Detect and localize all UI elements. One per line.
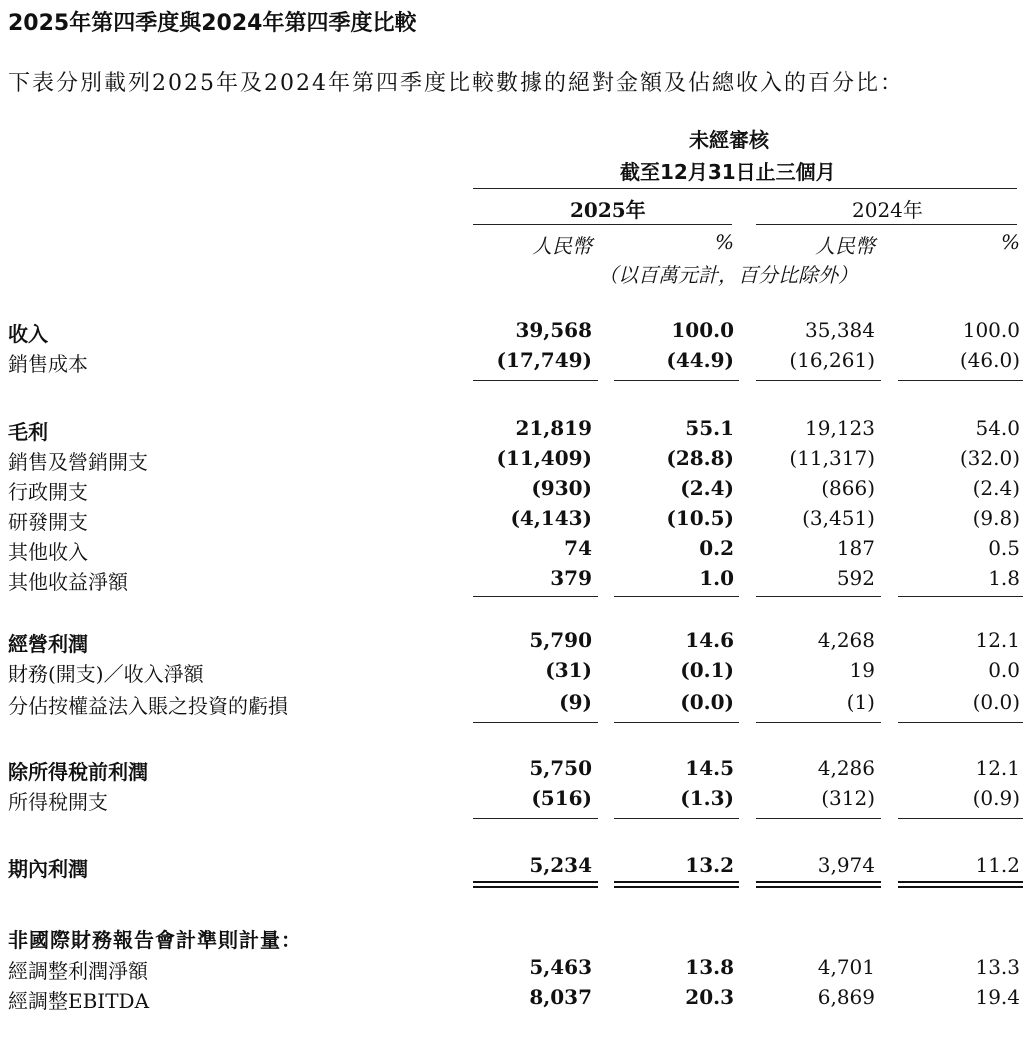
cell-v1: 39,568: [515, 318, 592, 342]
year-2025-rule: [473, 224, 732, 225]
cell-p1: (2.4): [680, 476, 734, 500]
cell-v1: (930): [531, 476, 592, 500]
row-label: 其他收益淨額: [8, 570, 128, 594]
non-ifrs-cell-v2: 4,701: [817, 955, 875, 979]
cell-p2: (0.0): [972, 690, 1020, 714]
row-label: 其他收入: [8, 540, 88, 564]
non-ifrs-cell-p2: 13.3: [975, 955, 1020, 979]
cell-p1: (28.8): [666, 446, 734, 470]
non-ifrs-cell-v2: 6,869: [817, 985, 875, 1009]
cell-p1: (1.3): [680, 786, 734, 810]
cell-v2: (16,261): [789, 348, 875, 372]
header-rule: [473, 188, 1017, 189]
intro-text: 下表分別載列2025年及2024年第四季度比較數據的絕對金額及佔總收入的百分比：: [8, 71, 904, 96]
non-ifrs-cell-p2: 19.4: [975, 985, 1020, 1009]
page-title: 2025年第四季度與2024年第四季度比較: [8, 11, 417, 36]
cell-v2: 35,384: [805, 318, 875, 342]
col-2025-currency: 人民幣: [532, 234, 592, 258]
cell-v1: (4,143): [510, 506, 592, 530]
cell-v1: (516): [531, 786, 592, 810]
subtotal-rule: [473, 380, 598, 381]
row-label: 期內利潤: [8, 857, 88, 881]
subtotal-rule: [473, 596, 598, 597]
cell-p2: (0.9): [972, 786, 1020, 810]
subtotal-rule: [756, 722, 881, 723]
cell-p2: 12.1: [975, 756, 1020, 780]
cell-p2: 12.1: [975, 628, 1020, 652]
cell-p2: 1.8: [988, 566, 1020, 590]
cell-v2: 19: [849, 658, 875, 682]
row-label: 行政開支: [8, 480, 88, 504]
cell-v2: 187: [836, 536, 875, 560]
header-period: 截至12月31日止三個月: [620, 160, 836, 184]
cell-v1: 5,234: [529, 853, 592, 877]
subtotal-rule: [898, 818, 1023, 819]
row-label: 銷售及營銷開支: [8, 450, 148, 474]
row-label: 所得稅開支: [8, 790, 108, 814]
cell-v1: (31): [545, 658, 592, 682]
total-double-rule: [473, 881, 598, 888]
row-label: 分佔按權益法入賬之投資的虧損: [8, 694, 288, 718]
cell-p1: 0.2: [699, 536, 734, 560]
cell-p2: 100.0: [962, 318, 1020, 342]
col-2024-percent: %: [1000, 230, 1020, 254]
non-ifrs-row-label: 經調整利潤淨額: [8, 959, 148, 983]
subtotal-rule: [756, 596, 881, 597]
non-ifrs-cell-v1: 8,037: [529, 985, 592, 1009]
cell-v1: (9): [559, 690, 592, 714]
total-double-rule: [614, 881, 739, 888]
cell-p1: 13.2: [685, 853, 734, 877]
non-ifrs-cell-v1: 5,463: [529, 955, 592, 979]
non-ifrs-heading: 非國際財務報告會計準則計量：: [8, 928, 302, 952]
row-label: 收入: [8, 322, 48, 346]
cell-v1: (17,749): [496, 348, 592, 372]
cell-v1: 5,750: [529, 756, 592, 780]
cell-p1: (44.9): [666, 348, 734, 372]
row-label: 財務(開支)／收入淨額: [8, 662, 204, 686]
cell-p2: 54.0: [975, 416, 1020, 440]
cell-p2: 0.0: [988, 658, 1020, 682]
cell-p1: 100.0: [671, 318, 734, 342]
cell-v1: 21,819: [515, 416, 592, 440]
cell-p2: (32.0): [959, 446, 1020, 470]
subtotal-rule: [614, 818, 739, 819]
cell-p1: 14.5: [685, 756, 734, 780]
col-2024-currency: 人民幣: [815, 234, 875, 258]
row-label: 除所得稅前利潤: [8, 760, 148, 784]
cell-p1: (0.1): [680, 658, 734, 682]
total-double-rule: [756, 881, 881, 888]
subtotal-rule: [614, 722, 739, 723]
total-double-rule: [898, 881, 1023, 888]
subtotal-rule: [473, 818, 598, 819]
cell-v2: (11,317): [789, 446, 875, 470]
subtotal-rule: [898, 596, 1023, 597]
cell-p1: (10.5): [666, 506, 734, 530]
cell-v2: (866): [821, 476, 875, 500]
cell-v2: 4,268: [817, 628, 875, 652]
row-label: 銷售成本: [8, 352, 88, 376]
non-ifrs-cell-p1: 20.3: [685, 985, 734, 1009]
cell-v2: 592: [836, 566, 875, 590]
header-year-2024: 2024年: [852, 198, 923, 222]
cell-v2: (3,451): [802, 506, 875, 530]
cell-v2: 19,123: [805, 416, 875, 440]
col-2025-percent: %: [714, 230, 734, 254]
cell-p2: (2.4): [972, 476, 1020, 500]
cell-v2: (1): [846, 690, 875, 714]
cell-p2: (46.0): [959, 348, 1020, 372]
header-unaudited: 未經審核: [689, 128, 769, 152]
non-ifrs-cell-p1: 13.8: [685, 955, 734, 979]
cell-v1: 379: [550, 566, 592, 590]
non-ifrs-row-label: 經調整EBITDA: [8, 989, 150, 1013]
subtotal-rule: [898, 722, 1023, 723]
cell-v2: (312): [821, 786, 875, 810]
cell-v1: 74: [564, 536, 592, 560]
cell-v1: 5,790: [529, 628, 592, 652]
unit-note: （以百萬元計，百分比除外）: [598, 263, 858, 287]
year-2024-rule: [756, 224, 1017, 225]
cell-p2: 11.2: [975, 853, 1020, 877]
subtotal-rule: [473, 722, 598, 723]
row-label: 經營利潤: [8, 632, 88, 656]
subtotal-rule: [614, 596, 739, 597]
cell-p1: 1.0: [699, 566, 734, 590]
cell-p1: (0.0): [680, 690, 734, 714]
cell-v1: (11,409): [496, 446, 592, 470]
header-year-2025: 2025年: [570, 198, 646, 222]
cell-p2: (9.8): [972, 506, 1020, 530]
cell-v2: 3,974: [817, 853, 875, 877]
row-label: 研發開支: [8, 510, 88, 534]
subtotal-rule: [756, 380, 881, 381]
cell-p1: 14.6: [685, 628, 734, 652]
subtotal-rule: [614, 380, 739, 381]
subtotal-rule: [898, 380, 1023, 381]
cell-v2: 4,286: [817, 756, 875, 780]
subtotal-rule: [756, 818, 881, 819]
cell-p1: 55.1: [685, 416, 734, 440]
row-label: 毛利: [8, 420, 48, 444]
cell-p2: 0.5: [988, 536, 1020, 560]
